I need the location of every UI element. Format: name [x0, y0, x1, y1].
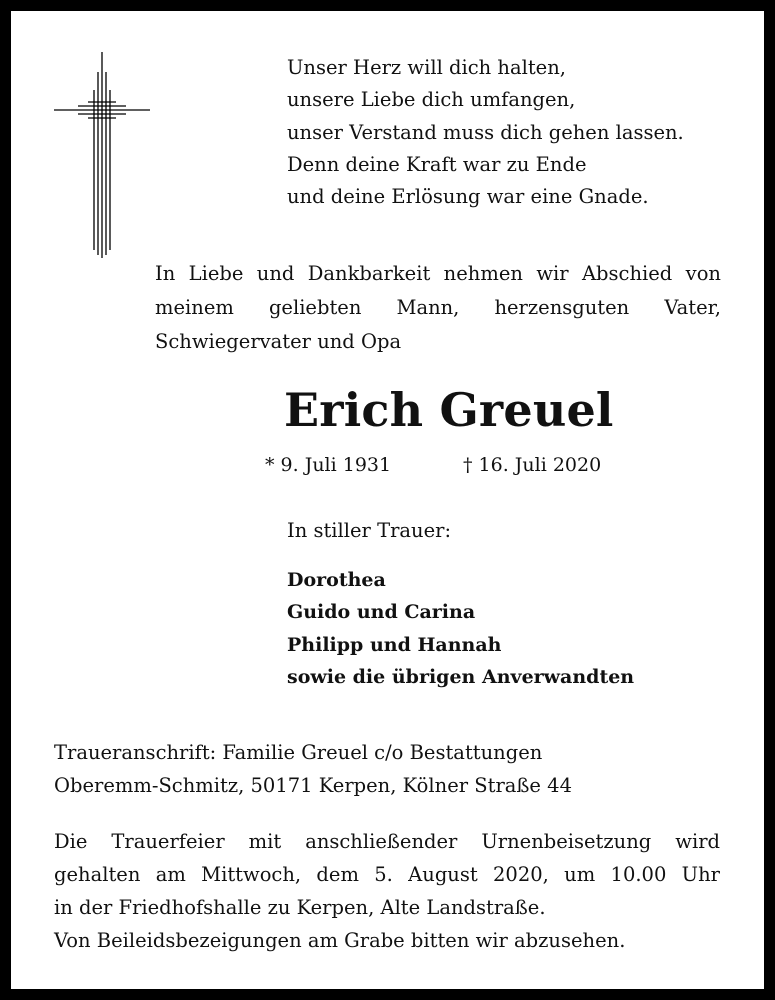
intro-line: In Liebe und Dankbarkeit nehmen wir Abschied von — [155, 262, 721, 285]
ceremony-line: gehalten am Mittwoch, dem 5. August 2020, um 10.00 Uhr — [54, 863, 720, 886]
address-line: Traueranschrift: Familie Greuel c/o Bestattungen — [54, 741, 543, 764]
poem-line: Unser Herz will dich halten, — [287, 56, 566, 79]
condolence-address — [54, 736, 734, 802]
ceremony-line: Von Beileidsbezeigungen am Grabe bitten wir abzusehen. — [54, 929, 626, 952]
poem-block — [287, 52, 747, 213]
poem-line: Denn deine Kraft war zu Ende — [287, 152, 587, 176]
cross-icon — [52, 50, 152, 260]
intro-line: meinem geliebten Mann, herzensguten Vater, — [155, 296, 721, 319]
poem-line: unser Verstand muss dich gehen lassen. — [287, 120, 684, 144]
address-line: Oberemm-Schmitz, 50171 Kerpen, Kölner Straße 44 — [54, 774, 572, 797]
ceremony-line: Die Trauerfeier mit anschließender Urnenbeisetzung wird — [54, 830, 720, 853]
mourner-name: Dorothea — [287, 569, 386, 591]
poem-line: und deine Erlösung war eine Gnade. — [287, 185, 649, 209]
mourner-name: Philipp und Hannah — [287, 633, 502, 656]
ceremony-notice — [54, 825, 720, 957]
mourner-name: Guido und Carina — [287, 601, 476, 624]
death-date: † 16. Juli 2020 — [463, 454, 602, 476]
mourner-name: sowie die übrigen Anverwandten — [287, 665, 635, 688]
mourners-list — [287, 564, 634, 693]
ceremony-line: in der Friedhofshalle zu Kerpen, Alte Landstraße. — [54, 896, 546, 919]
deceased-name: Erich Greuel — [284, 383, 614, 437]
poem-line: unsere Liebe dich umfangen, — [287, 88, 576, 112]
farewell-intro — [155, 257, 721, 359]
mourning-label: In stiller Trauer: — [287, 519, 452, 542]
intro-line: Schwiegervater und Opa — [155, 330, 402, 353]
birth-date: * 9. Juli 1931 — [265, 454, 392, 476]
